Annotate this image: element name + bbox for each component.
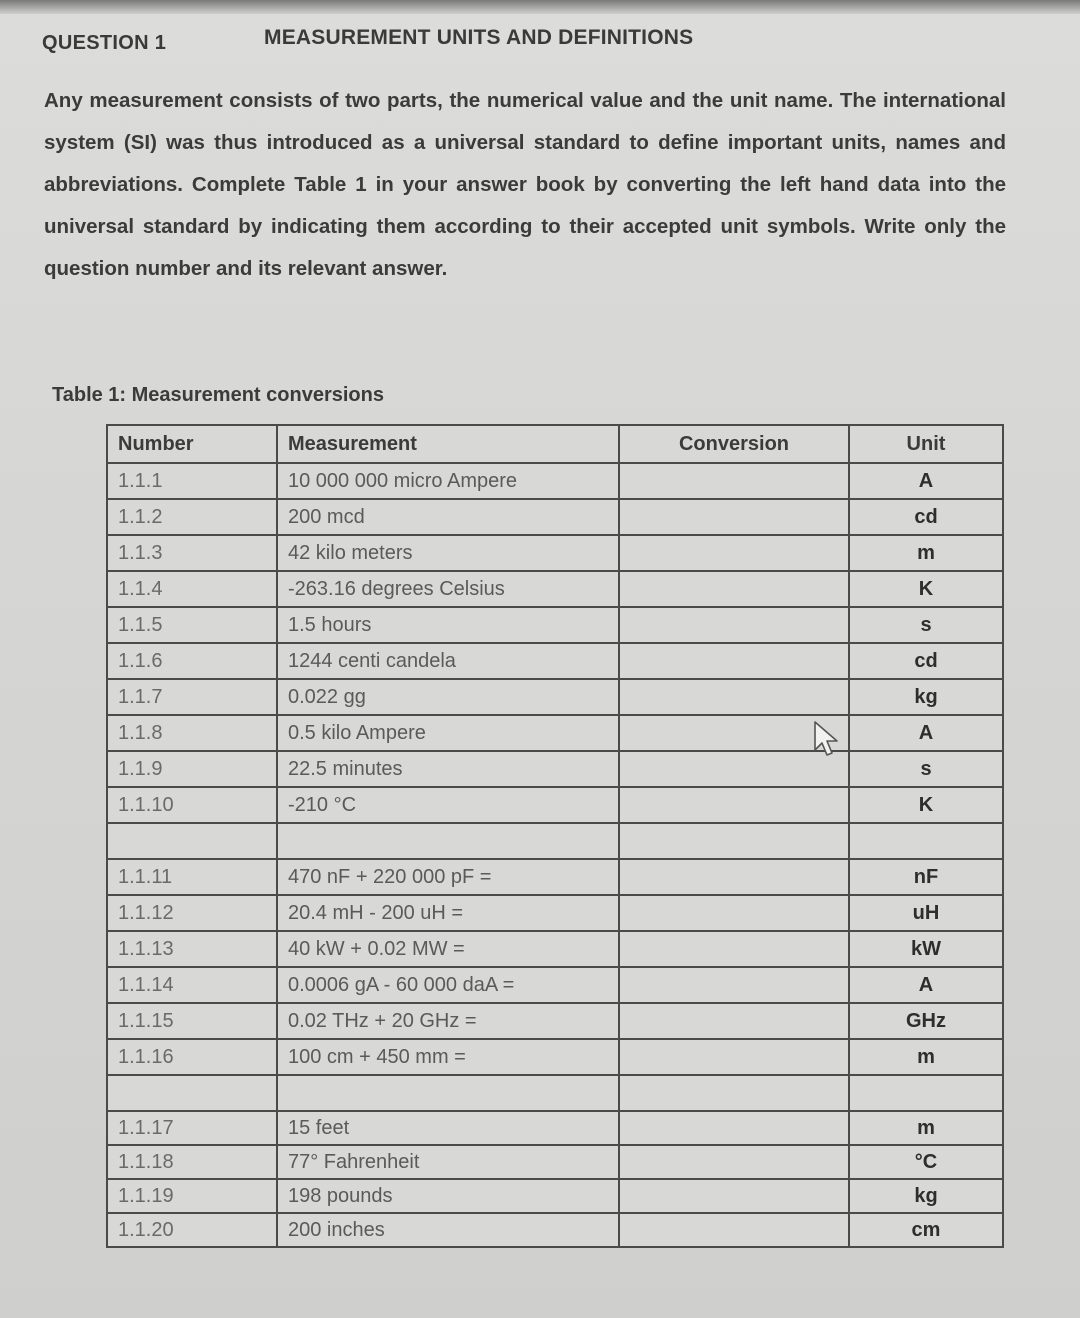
top-shadow bbox=[0, 0, 1080, 14]
number-cell: 1.1.13 bbox=[107, 931, 277, 967]
empty-cell bbox=[107, 1075, 277, 1111]
table-header-row bbox=[107, 425, 1003, 463]
table-spacer-row bbox=[107, 1075, 1003, 1111]
intro-paragraph: Any measurement consists of two parts, the numerical value and the unit name. The international system (SI) was thus introduced as a universal standard to define important units, names and abbreviations. Complete Table 1 in your answer book by converting the left hand data into the universal standard by indicating them according to their accepted unit symbols. Write only the question number and its relevant answer. bbox=[44, 89, 1006, 280]
measurement-cell: 42 kilo meters bbox=[277, 535, 619, 571]
table-row bbox=[107, 931, 1003, 967]
table-row bbox=[107, 499, 1003, 535]
measurement-cell: 10 000 000 micro Ampere bbox=[277, 463, 619, 499]
conversion-cell[interactable] bbox=[619, 463, 849, 499]
conversion-cell[interactable] bbox=[619, 1111, 849, 1145]
unit-cell: GHz bbox=[849, 1003, 1003, 1039]
table-row bbox=[107, 751, 1003, 787]
measurement-cell: 198 pounds bbox=[277, 1179, 619, 1213]
conversion-cell[interactable] bbox=[619, 1179, 849, 1213]
conversion-cell[interactable] bbox=[619, 931, 849, 967]
conversion-cell[interactable] bbox=[619, 1003, 849, 1039]
table-row bbox=[107, 787, 1003, 823]
table-row bbox=[107, 1179, 1003, 1213]
table-spacer-row bbox=[107, 823, 1003, 859]
table-row bbox=[107, 1111, 1003, 1145]
table-row bbox=[107, 1145, 1003, 1179]
empty-cell bbox=[849, 823, 1003, 859]
table-row bbox=[107, 643, 1003, 679]
measurement-cell: 200 mcd bbox=[277, 499, 619, 535]
empty-cell bbox=[619, 1075, 849, 1111]
number-cell: 1.1.11 bbox=[107, 859, 277, 895]
measurement-cell: 1.5 hours bbox=[277, 607, 619, 643]
unit-cell: kg bbox=[849, 1179, 1003, 1213]
unit-cell: uH bbox=[849, 895, 1003, 931]
conversion-cell[interactable] bbox=[619, 499, 849, 535]
measurement-cell: 15 feet bbox=[277, 1111, 619, 1145]
number-cell: 1.1.9 bbox=[107, 751, 277, 787]
number-cell: 1.1.12 bbox=[107, 895, 277, 931]
unit-cell: A bbox=[849, 967, 1003, 1003]
mouse-pointer-icon bbox=[812, 720, 842, 760]
conversion-cell[interactable] bbox=[619, 787, 849, 823]
header-unit: Unit bbox=[849, 425, 1003, 463]
conversion-cell[interactable] bbox=[619, 643, 849, 679]
measurement-cell: 1244 centi candela bbox=[277, 643, 619, 679]
conversion-cell[interactable] bbox=[619, 571, 849, 607]
table-row bbox=[107, 535, 1003, 571]
number-cell: 1.1.15 bbox=[107, 1003, 277, 1039]
empty-cell bbox=[849, 1075, 1003, 1111]
table-row bbox=[107, 859, 1003, 895]
number-cell: 1.1.3 bbox=[107, 535, 277, 571]
unit-cell: nF bbox=[849, 859, 1003, 895]
unit-cell: m bbox=[849, 1039, 1003, 1075]
unit-cell: A bbox=[849, 715, 1003, 751]
measurement-cell: 0.022 gg bbox=[277, 679, 619, 715]
table-row bbox=[107, 895, 1003, 931]
number-cell: 1.1.1 bbox=[107, 463, 277, 499]
measurement-cell: 77° Fahrenheit bbox=[277, 1145, 619, 1179]
table-row bbox=[107, 463, 1003, 499]
number-cell: 1.1.14 bbox=[107, 967, 277, 1003]
header-number: Number bbox=[107, 425, 277, 463]
number-cell: 1.1.7 bbox=[107, 679, 277, 715]
number-cell: 1.1.10 bbox=[107, 787, 277, 823]
number-cell: 1.1.17 bbox=[107, 1111, 277, 1145]
conversion-cell[interactable] bbox=[619, 895, 849, 931]
question-label: QUESTION 1 bbox=[42, 32, 167, 54]
table-caption: Table 1: Measurement conversions bbox=[52, 384, 384, 406]
unit-cell: m bbox=[849, 1111, 1003, 1145]
empty-cell bbox=[107, 823, 277, 859]
conversion-cell[interactable] bbox=[619, 967, 849, 1003]
conversion-cell[interactable] bbox=[619, 607, 849, 643]
unit-cell: K bbox=[849, 571, 1003, 607]
table-row bbox=[107, 571, 1003, 607]
unit-cell: s bbox=[849, 751, 1003, 787]
table-row bbox=[107, 715, 1003, 751]
number-cell: 1.1.16 bbox=[107, 1039, 277, 1075]
empty-cell bbox=[619, 823, 849, 859]
conversion-cell[interactable] bbox=[619, 535, 849, 571]
unit-cell: cm bbox=[849, 1213, 1003, 1247]
unit-cell: A bbox=[849, 463, 1003, 499]
table-body bbox=[107, 463, 1003, 1247]
measurement-cell: 200 inches bbox=[277, 1213, 619, 1247]
question-title: MEASUREMENT UNITS AND DEFINITIONS bbox=[264, 26, 694, 49]
unit-cell: kW bbox=[849, 931, 1003, 967]
header-conversion: Conversion bbox=[619, 425, 849, 463]
unit-cell: kg bbox=[849, 679, 1003, 715]
measurement-cell: 100 cm + 450 mm = bbox=[277, 1039, 619, 1075]
number-cell: 1.1.6 bbox=[107, 643, 277, 679]
conversion-cell[interactable] bbox=[619, 1213, 849, 1247]
number-cell: 1.1.4 bbox=[107, 571, 277, 607]
table-row bbox=[107, 679, 1003, 715]
number-cell: 1.1.18 bbox=[107, 1145, 277, 1179]
conversion-cell[interactable] bbox=[619, 1145, 849, 1179]
question-heading bbox=[42, 26, 1042, 60]
measurement-cell: 0.5 kilo Ampere bbox=[277, 715, 619, 751]
table-row bbox=[107, 607, 1003, 643]
measurement-table bbox=[106, 424, 1004, 1248]
conversion-cell[interactable] bbox=[619, 679, 849, 715]
header-measurement: Measurement bbox=[277, 425, 619, 463]
measurement-cell: 20.4 mH - 200 uH = bbox=[277, 895, 619, 931]
measurement-cell: 22.5 minutes bbox=[277, 751, 619, 787]
measurement-cell: -210 °C bbox=[277, 787, 619, 823]
table-row bbox=[107, 1039, 1003, 1075]
table-row bbox=[107, 967, 1003, 1003]
table-row bbox=[107, 1213, 1003, 1247]
number-cell: 1.1.19 bbox=[107, 1179, 277, 1213]
unit-cell: m bbox=[849, 535, 1003, 571]
conversion-cell[interactable] bbox=[619, 1039, 849, 1075]
unit-cell: s bbox=[849, 607, 1003, 643]
unit-cell: cd bbox=[849, 499, 1003, 535]
number-cell: 1.1.2 bbox=[107, 499, 277, 535]
conversion-cell[interactable] bbox=[619, 859, 849, 895]
measurement-cell: 0.02 THz + 20 GHz = bbox=[277, 1003, 619, 1039]
number-cell: 1.1.20 bbox=[107, 1213, 277, 1247]
table-row bbox=[107, 1003, 1003, 1039]
measurement-cell: -263.16 degrees Celsius bbox=[277, 571, 619, 607]
unit-cell: °C bbox=[849, 1145, 1003, 1179]
measurement-cell: 0.0006 gA - 60 000 daA = bbox=[277, 967, 619, 1003]
empty-cell bbox=[277, 1075, 619, 1111]
number-cell: 1.1.8 bbox=[107, 715, 277, 751]
unit-cell: cd bbox=[849, 643, 1003, 679]
unit-cell: K bbox=[849, 787, 1003, 823]
number-cell: 1.1.5 bbox=[107, 607, 277, 643]
measurement-cell: 40 kW + 0.02 MW = bbox=[277, 931, 619, 967]
measurement-cell: 470 nF + 220 000 pF = bbox=[277, 859, 619, 895]
empty-cell bbox=[277, 823, 619, 859]
